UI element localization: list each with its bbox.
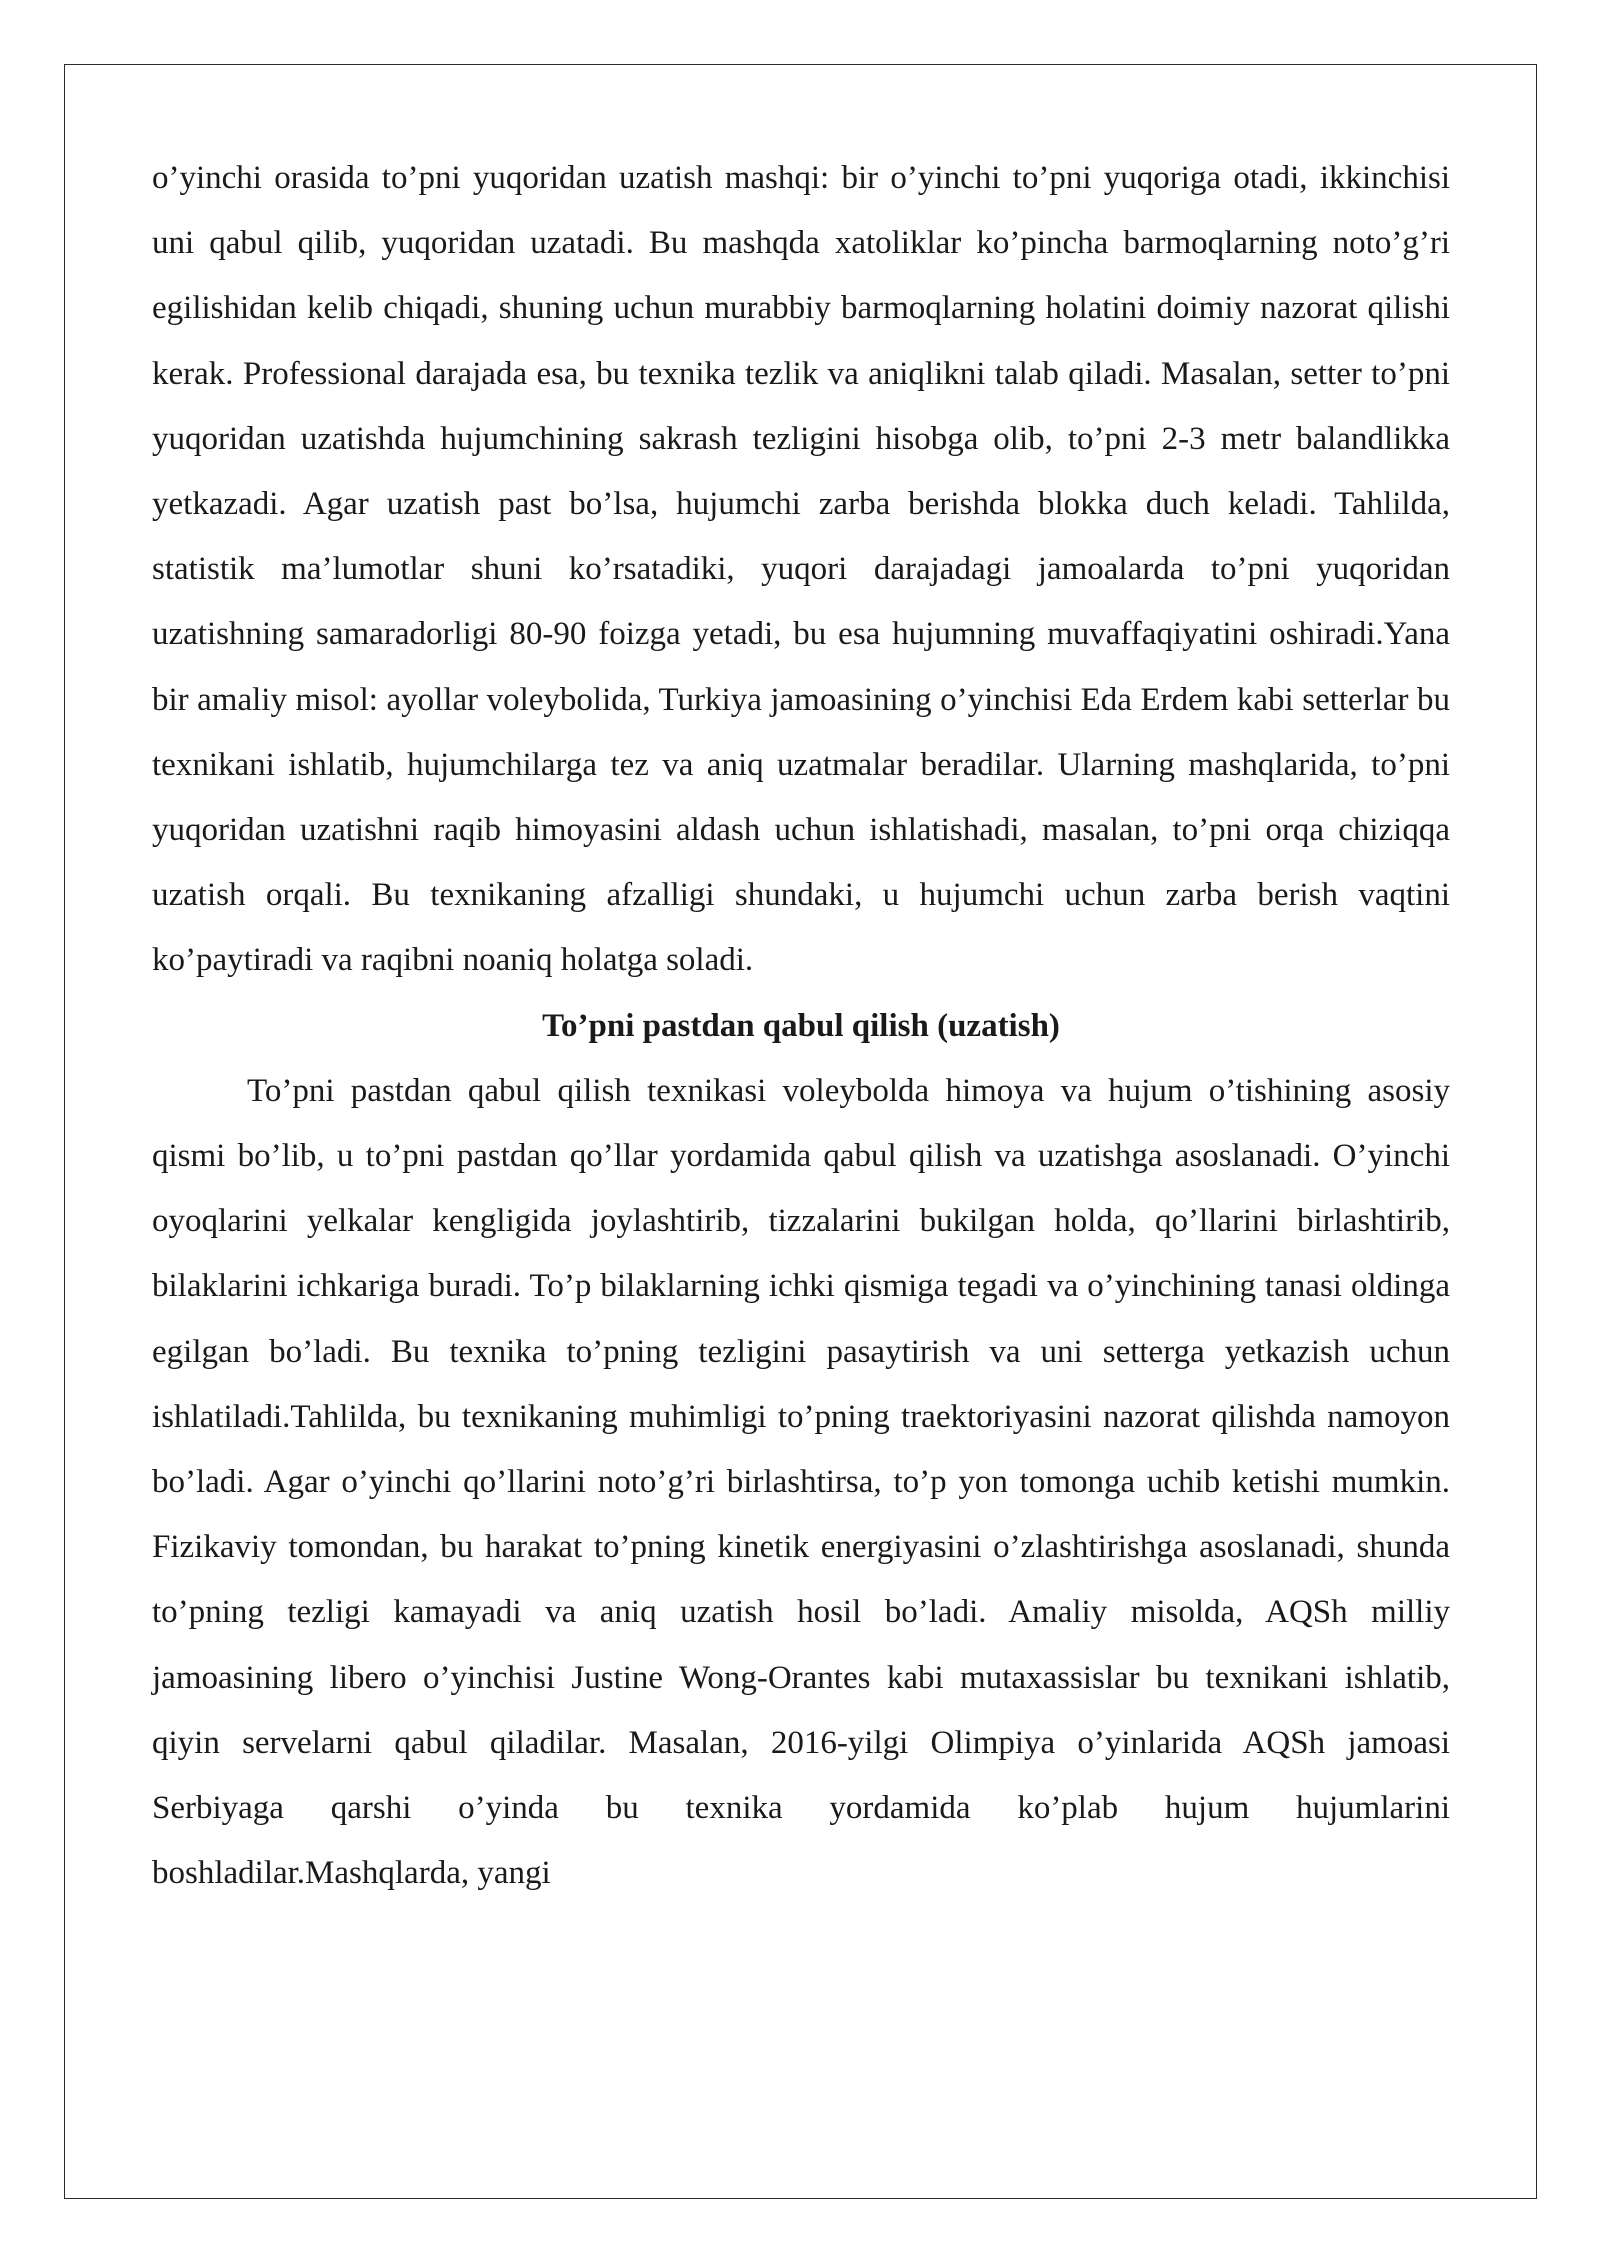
paragraph-reception: To’pni pastdan qabul qilish texnikasi voleybolda himoya va hujum o’tishining asosiy qismi bo’lib, u to’pni pastdan qo’llar yordamida qabul qilish va uzatishga asoslanadi. O’yinchi oyoqlarini yelkalar kengligida joylashtirib, tizzalarini bukilgan holda, qo’llarini birlashtirib, bilaklarini ichkariga buradi. To’p bilaklarning ichki qismiga tegadi va o’yinchining tanasi oldinga egilgan bo’ladi. Bu texnika to’pning tezligini pasaytirish va uni setterga yetkazish uchun ishlatiladi.Tahlilda, bu texnikaning muhimligi to’pning traektoriyasini nazorat qilishda namoyon bo’ladi. Agar o’yinchi qo’llarini noto’g’ri birlashtirsa, to’p yon tomonga uchib ketishi mumkin. Fizikaviy tomondan, bu harakat to’pning kinetik energiyasini o’zlashtirishga asoslanadi, shunda to’pning tezligi kamayadi va aniq uzatish hosil bo’ladi. Amaliy misolda, AQSh milliy jamoasining libero o’yinchisi Justine Wong-Orantes kabi mutaxassislar bu texnikani ishlatib, qiyin servelarni qabul qiladilar. Masalan, 2016-yilgi Olimpiya o’yinlarida AQSh jamoasi Serbiyaga qarshi o’yinda bu texnika yordamida ko’plab hujum hujumlarini boshladilar.Mashqlarda, yangi (152, 1072, 1450, 1892)
section-heading: To’pni pastdan qabul qilish (uzatish) (542, 1007, 1060, 1044)
document-body (152, 146, 1450, 1906)
paragraph-continued: o’yinchi orasida to’pni yuqoridan uzatish mashqi: bir o’yinchi to’pni yuqoriga otadi, ikkinchisi uni qabul qilib, yuqoridan uzatadi. Bu mashqda xatoliklar ko’pincha barmoqlarning noto’g’ri egilishidan kelib chiqadi, shuning uchun murabbiy barmoqlarning holatini doimiy nazorat qilishi kerak. Professional darajada esa, bu texnika tezlik va aniqlikni talab qiladi. Masalan, setter to’pni yuqoridan uzatishda hujumchining sakrash tezligini hisobga olib, to’pni 2-3 metr balandlikka yetkazadi. Agar uzatish past bo’lsa, hujumchi zarba berishda blokka duch keladi. Tahlilda, statistik ma’lumotlar shuni ko’rsatadiki, yuqori darajadagi jamoalarda to’pni yuqoridan uzatishning samaradorligi 80-90 foizga yetadi, bu esa hujumning muvaffaqiyatini oshiradi.Yana bir amaliy misol: ayollar voleybolida, Turkiya jamoasining o’yinchisi Eda Erdem kabi setterlar bu texnikani ishlatib, hujumchilarga tez va aniq uzatmalar beradilar. Ularning mashqlarida, to’pni yuqoridan uzatishni raqib himoyasini aldash uchun ishlatishadi, masalan, to’pni orqa chiziqqa uzatish orqali. Bu texnikaning afzalligi shundaki, u hujumchi uchun zarba berish vaqtini ko’paytiradi va raqibni noaniq holatga soladi. (152, 160, 1450, 979)
